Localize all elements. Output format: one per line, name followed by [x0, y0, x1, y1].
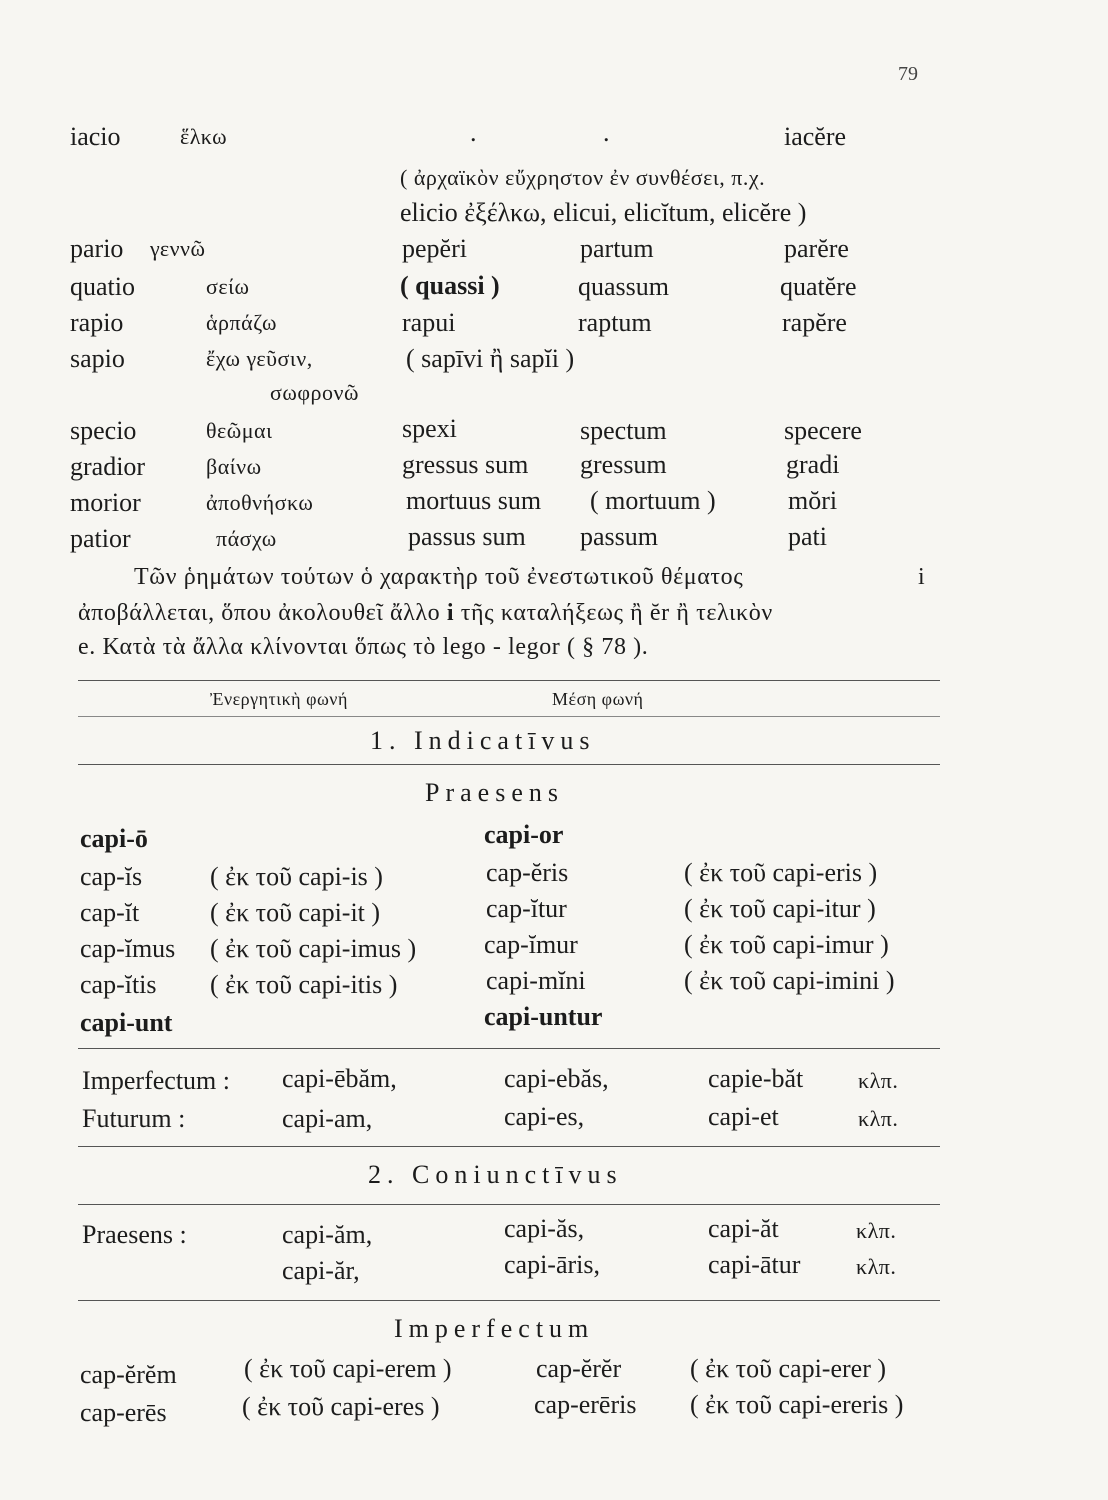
form-middle: capi-or [484, 820, 564, 849]
verb-infinitive: pati [788, 522, 827, 551]
verb-greek-continued: σωφρονῶ [270, 380, 359, 405]
form: capi-es, [504, 1102, 585, 1131]
verb-greek: θεῶμαι [206, 418, 273, 443]
paragraph-line-2 [78, 601, 773, 625]
form: capi-ebăs, [504, 1064, 609, 1093]
verb-infinitive: parĕre [784, 234, 849, 263]
verb-greek: ἔχω γεῦσιν, [206, 346, 313, 371]
verb-perfect: passus sum [408, 522, 526, 551]
verb-perfect: ( quassi ) [400, 271, 500, 300]
verb-latin: morior [70, 488, 141, 517]
voice-middle-label: Μέση φωνή [552, 689, 644, 709]
form-middle: cap-ĭmur [484, 930, 578, 959]
form-note: ( ἐκ τοῦ capi-erer ) [690, 1354, 887, 1383]
verb-greek: γεννῶ [150, 236, 206, 261]
verb-latin: rapio [70, 308, 124, 337]
form: capie-băt [708, 1064, 804, 1093]
divider [78, 764, 940, 765]
verb-latin: quatio [70, 272, 135, 301]
verb-dots: . . [470, 118, 670, 147]
tense-heading-imperfectum: Imperfectum [394, 1314, 595, 1343]
verb-greek: ἕλκω [180, 124, 228, 149]
form-note: ( ἐκ τοῦ capi-ereris ) [690, 1390, 904, 1419]
verb-greek: ἁρπάζω [206, 310, 277, 335]
form-active: cap-ĭt [80, 898, 140, 927]
form: capi-et [708, 1102, 779, 1131]
verb-infinitive: gradi [786, 450, 840, 479]
paragraph-text: τῆς καταλήξεως ἢ ĕr ἢ τελικὸν [460, 600, 773, 626]
verb-infinitive: iacĕre [784, 122, 847, 151]
form-note: ( ἐκ τοῦ capi-is ) [210, 862, 383, 891]
section-heading-indicativus: 1. Indicatīvus [370, 726, 596, 755]
form-middle: cap-erēris [534, 1390, 637, 1419]
form-note: ( ἐκ τοῦ capi-erem ) [244, 1354, 452, 1383]
verb-greek: πάσχω [216, 526, 277, 551]
paragraph-line-3: e. Κατὰ τὰ ἄλλα κλίνονται ὅπως τὸ lego - legor ( § 78 ). [78, 634, 649, 660]
voice-active-label: Ἐνεργητικὴ φωνή [210, 689, 348, 709]
etc: κλπ. [858, 1106, 899, 1131]
form: capi-ăm, [282, 1220, 373, 1249]
form-active: cap-ĭmus [80, 934, 176, 963]
tense-heading-praesens: Praesens [425, 778, 564, 807]
divider [78, 680, 940, 681]
verb-greek: ἀποθνήσκω [206, 490, 314, 515]
verb-perfect: gressus sum [402, 450, 529, 479]
verb-note-line-1: ( ἀρχαϊκὸν εὔχρηστον ἐν συνθέσει, π.χ. [400, 165, 766, 190]
tense-label: Imperfectum : [82, 1066, 230, 1095]
verb-supine: gressum [580, 450, 667, 479]
verb-infinitive: specere [784, 416, 862, 445]
form-note: ( ἐκ τοῦ capi-imus ) [210, 934, 417, 963]
etc: κλπ. [856, 1254, 897, 1279]
verb-infinitive: rapĕre [782, 308, 847, 337]
form: capi-ātur [708, 1250, 801, 1279]
paragraph-highlight: i [918, 564, 926, 590]
paragraph-text: Τῶν ῥημάτων τούτων ὁ χαρακτὴρ τοῦ ἐνεστωτικοῦ θέματος [134, 564, 744, 590]
verb-supine: raptum [578, 308, 652, 337]
form-middle: cap-ĕris [486, 858, 569, 887]
verb-supine: spectum [580, 416, 667, 445]
verb-perfect: rapui [402, 308, 456, 337]
form-note: ( ἐκ τοῦ capi-imini ) [684, 966, 895, 995]
verb-latin: sapio [70, 344, 125, 373]
form-middle: cap-ĕrĕr [536, 1354, 622, 1383]
verb-latin: pario [70, 234, 124, 263]
verb-perfect: spexi [402, 414, 457, 443]
verb-greek: βαίνω [206, 454, 262, 479]
paragraph-highlight: i [446, 600, 455, 626]
form: capi-ăr, [282, 1256, 360, 1285]
form-active: capi-unt [80, 1008, 173, 1037]
tense-label: Praesens : [82, 1220, 187, 1249]
verb-latin: patior [70, 524, 131, 553]
section-heading-coniunctivus: 2. Coniunctīvus [368, 1160, 623, 1189]
form-active: cap-ĕrĕm [80, 1360, 177, 1389]
form-active: capi-ō [80, 824, 148, 853]
form-note: ( ἐκ τοῦ capi-eris ) [684, 858, 878, 887]
form-note: ( ἐκ τοῦ capi-eres ) [242, 1392, 440, 1421]
verb-supine: ( mortuum ) [590, 486, 716, 515]
page-number: 79 [898, 63, 918, 85]
verb-perfect: pepĕri [402, 234, 467, 263]
form-active: cap-ĭs [80, 862, 143, 891]
paragraph-text: ἀποβάλλεται, ὅπου ἀκολουθεῖ ἄλλο [78, 600, 441, 626]
verb-supine: quassum [578, 272, 669, 301]
form-active: cap-erēs [80, 1398, 167, 1427]
tense-label: Futurum : [82, 1104, 186, 1133]
form: capi-ăt [708, 1214, 779, 1243]
form-note: ( ἐκ τοῦ capi-itur ) [684, 894, 876, 923]
divider [78, 1300, 940, 1301]
form-active: cap-ĭtis [80, 970, 157, 999]
verb-note-line-2: elicio ἐξέλκω, elicui, elicĭtum, elicĕre ) [400, 198, 807, 227]
verb-greek: σείω [206, 274, 250, 299]
etc: κλπ. [856, 1218, 897, 1243]
form-middle: cap-ĭtur [486, 894, 567, 923]
verb-perfect: ( sapīvi ἢ sapĭi ) [406, 344, 575, 373]
form-middle: capi-untur [484, 1002, 603, 1031]
verb-latin: gradior [70, 452, 146, 481]
divider [78, 1146, 940, 1147]
verb-infinitive: mŏri [788, 486, 838, 515]
divider [78, 1204, 940, 1205]
form-note: ( ἐκ τοῦ capi-it ) [210, 898, 381, 927]
form-note: ( ἐκ τοῦ capi-itis ) [210, 970, 398, 999]
form-note: ( ἐκ τοῦ capi-imur ) [684, 930, 889, 959]
verb-latin: iacio [70, 122, 121, 151]
form-middle: capi-mĭni [486, 966, 586, 995]
verb-supine: partum [580, 234, 654, 263]
form: capi-ēbăm, [282, 1064, 397, 1093]
verb-supine: passum [580, 522, 658, 551]
verb-latin: specio [70, 416, 137, 445]
divider [78, 716, 940, 717]
paragraph-line-1 [134, 565, 743, 589]
form: capi-am, [282, 1104, 373, 1133]
etc: κλπ. [858, 1068, 899, 1093]
divider [78, 1048, 940, 1049]
verb-perfect: mortuus sum [406, 486, 542, 515]
verb-infinitive: quatĕre [780, 272, 857, 301]
form: capi-āris, [504, 1250, 601, 1279]
form: capi-ăs, [504, 1214, 585, 1243]
